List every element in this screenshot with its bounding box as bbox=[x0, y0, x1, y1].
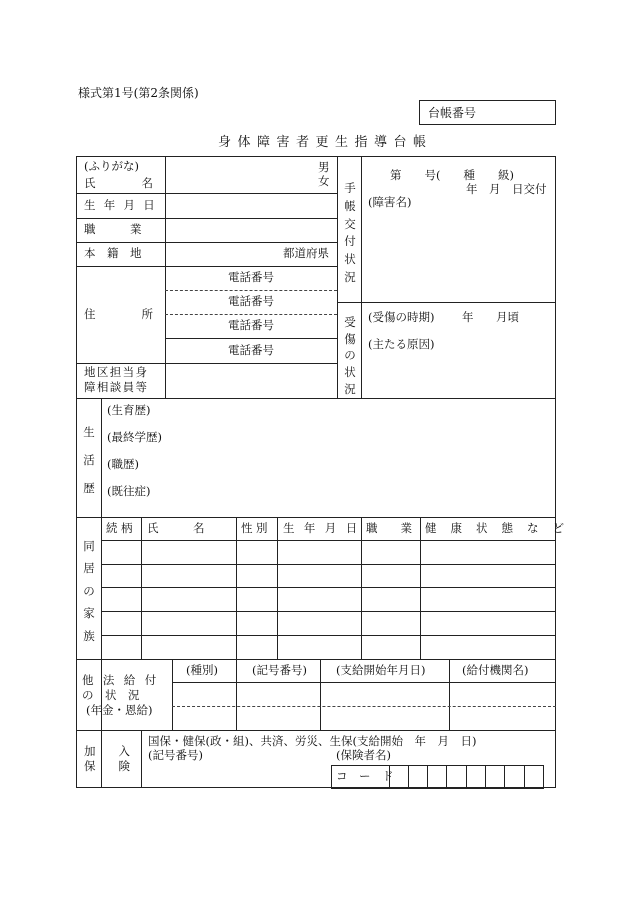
insurance-label-1: 加 入 bbox=[84, 744, 130, 758]
disability-label: (障害名) bbox=[368, 195, 412, 209]
life-vertical-label: 生活歴 bbox=[83, 425, 95, 496]
phone-label-3: 電話番号 bbox=[228, 318, 274, 332]
insurance-label-2: 保 険 bbox=[84, 759, 130, 773]
address-label: 住 所 bbox=[84, 307, 153, 321]
past-illness-label: (既往症) bbox=[107, 484, 151, 498]
injury-time-label: (受傷の時期) bbox=[368, 310, 435, 324]
district-label-1: 地区担当身 bbox=[84, 365, 149, 379]
techo-vertical-label: 手帳交付状況 bbox=[344, 181, 356, 285]
family-col-job: 職 業 bbox=[366, 521, 412, 535]
family-col-health: 健 康 状 態 な ど bbox=[425, 521, 570, 535]
furigana-label: (ふりがな) bbox=[84, 159, 139, 173]
district-field[interactable] bbox=[166, 364, 336, 397]
family-col-birth: 生 年 月 日 bbox=[283, 521, 361, 535]
upbringing-label: (生育歴) bbox=[107, 403, 151, 417]
benefits-label-3: (年金・恩給) bbox=[86, 703, 153, 717]
benefit-col-number: (記号番号) bbox=[252, 663, 307, 677]
family-col-relation: 続柄 bbox=[106, 521, 136, 535]
name-label: 氏 名 bbox=[84, 176, 153, 190]
education-label: (最終学歴) bbox=[107, 430, 162, 444]
sex-female[interactable]: 女 bbox=[318, 174, 330, 188]
family-col-sex: 性別 bbox=[241, 521, 271, 535]
family-col-name: 氏 名 bbox=[147, 521, 205, 535]
benefit-col-start: (支給開始年月日) bbox=[336, 663, 426, 677]
injury-year: 年 bbox=[462, 310, 474, 324]
sex-male[interactable]: 男 bbox=[318, 160, 330, 174]
injury-vertical-label: 受傷の状況 bbox=[344, 315, 356, 396]
name-field[interactable] bbox=[166, 157, 316, 193]
injury-month: 月頃 bbox=[496, 310, 519, 324]
work-history-label: (職歴) bbox=[107, 457, 139, 471]
insurance-symbol-label: (記号番号) bbox=[148, 748, 203, 762]
code-label: コ ー ド bbox=[336, 769, 394, 783]
job-label: 職 業 bbox=[84, 222, 142, 236]
techo-number: 第 号( 種 級) bbox=[390, 168, 514, 182]
injury-cause-label: (主たる原因) bbox=[368, 337, 435, 351]
job-field[interactable] bbox=[166, 219, 336, 242]
phone-label-1: 電話番号 bbox=[228, 270, 274, 284]
techo-field[interactable] bbox=[362, 210, 555, 301]
benefits-label-1: 他 法 給 付 bbox=[82, 673, 160, 687]
insurer-name-label: (保険者名) bbox=[336, 748, 391, 762]
benefit-col-agency: (給付機関名) bbox=[462, 663, 529, 677]
page-title: 身体障害者更生指導台帳 bbox=[218, 135, 433, 150]
honseki-label: 本 籍 地 bbox=[84, 246, 142, 260]
life-history-field[interactable] bbox=[200, 400, 554, 515]
birth-field[interactable] bbox=[166, 194, 336, 218]
birth-label: 生 年 月 日 bbox=[84, 198, 158, 212]
form-id: 様式第1号(第2条関係) bbox=[78, 86, 199, 100]
family-vertical-label: 同居の家族 bbox=[83, 539, 95, 643]
phone-label-2: 電話番号 bbox=[228, 294, 274, 308]
benefits-label-2: の 状 況 bbox=[82, 688, 140, 702]
insurance-types[interactable]: 国保・健保(政・組)、共済、労災、生保(支給開始 年 月 日) bbox=[148, 734, 477, 748]
ledger-number-label: 台帳番号 bbox=[428, 106, 477, 120]
honseki-field[interactable] bbox=[166, 243, 281, 266]
techo-date: 年 月 日交付 bbox=[466, 182, 547, 196]
benefit-col-type: (種別) bbox=[186, 663, 218, 677]
district-label-2: 障相談員等 bbox=[84, 380, 149, 394]
left-block-divider bbox=[337, 156, 338, 398]
phone-label-4: 電話番号 bbox=[228, 343, 274, 357]
injury-field[interactable] bbox=[362, 352, 555, 397]
ledger-number-box[interactable] bbox=[419, 100, 556, 125]
prefecture-label: 都道府県 bbox=[283, 246, 329, 260]
